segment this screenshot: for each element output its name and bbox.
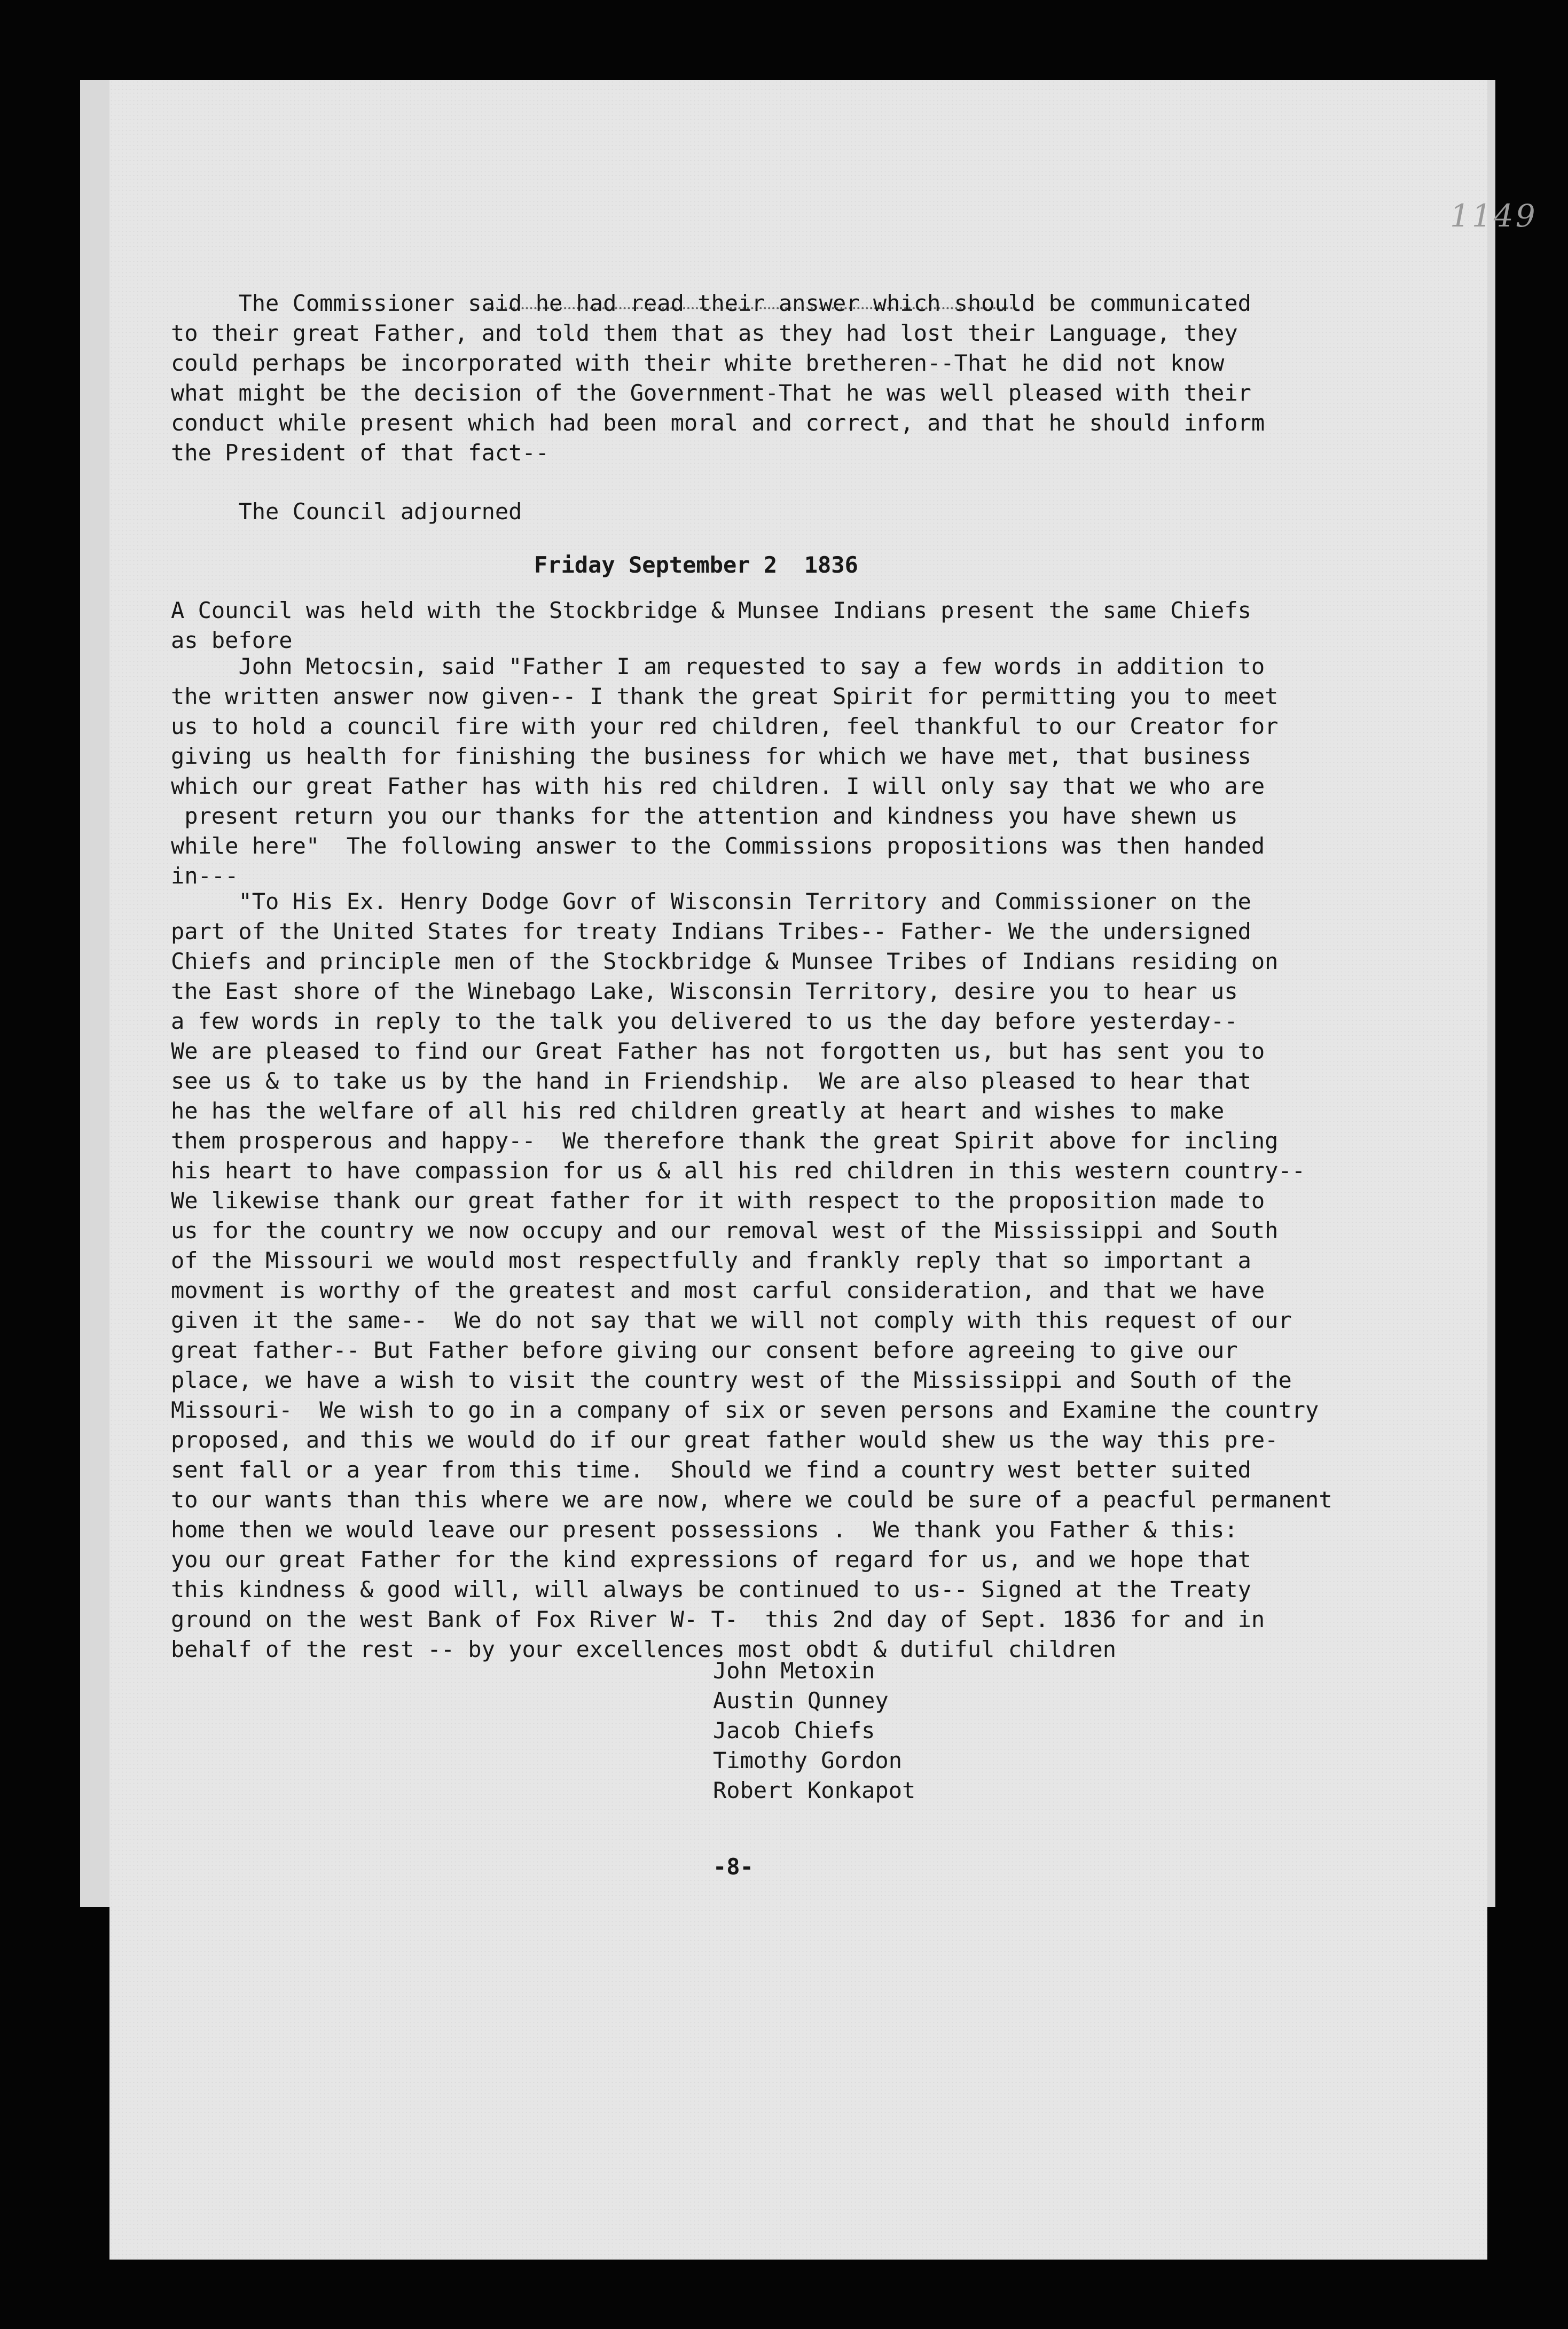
signatory-name: Timothy Gordon: [713, 1747, 903, 1773]
handwritten-page-number: 1149: [1450, 198, 1538, 234]
council-held-paragraph: A Council was held with the Stockbridge & Munsee Indians present the same Chiefs as before: [171, 597, 1251, 653]
footer-page-number: -8-: [713, 1854, 754, 1880]
signatory-name: Robert Konkapot: [713, 1777, 916, 1803]
signatory-list: [713, 1656, 915, 1806]
commissioner-paragraph: The Commissioner said he had read their answer which should be communicated to their great Father, and told them that as they had lost their Language, they could perhaps be incorporated with their white bretheren--That he did not know what might be the decision of the Government-That he was well pleased with their conduct while present which had been moral and correct, and that he should inform the President of that fact--: [171, 290, 1265, 466]
metocsin-speech-paragraph: John Metocsin, said "Father I am requested to say a few words in addition to the written answer now given-- I thank the great Spirit for permitting you to meet us to hold a council fire with your red children, feel thankful to our Creator for giving us health for finishing the business for which we have met, that business which our great Father has with his red children. I will only say that we who are present return you our thanks for the attention and kindness you have shewn us while here" The following answer to the Commissions propositions was then handed in---: [171, 653, 1279, 889]
written-answer-paragraph: "To His Ex. Henry Dodge Govr of Wisconsin Territory and Commissioner on the part of the United States for treaty Indians Tribes-- Father- We the undersigned Chiefs and principle men of the Stockbridge & Munsee Tribes of Indians residing on the East shore of the Winebago Lake, Wisconsin Territory, desire you to hear us a few words in reply to the talk you delivered to us the day before yesterday-- We are pleased to find our Great Father has not forgotten us, but has sent you to see us & to take us by the hand in Friendship. We are also pleased to hear that he has the welfare of all his red children greatly at heart and wishes to make them prosperous and happy-- We therefore thank the great Spirit above for incling his heart to have compassion for us & all his red children in this western country-- We likewise thank our great father for it with respect to the proposition made to us for the country we now occupy and our removal west of the Mississippi and South of the Missouri we would most respectfully and frankly reply that so important a movment is worthy of the greatest and most carful consideration, and that we have given it the same-- We do not say that we will not comply with this request of our great father-- But Father before giving our consent before agreeing to give our place, we have a wish to visit the country west of the Mississippi and South of the Missouri- We wish to go in a company of six or seven persons and Examine the country proposed, and this we would do if our great father would shew us the way this pre- sent fall or a year from this time. Should we find a country west better suited to our wants than this where we are now, where we could be sure of a peacful permanent home then we would leave our present possessions . We thank you Father & this: you our great Father for the kind expressions of regard for us, and we hope that this kindness & good will, will always be continued to us-- Signed at the Treaty ground on the west Bank of Fox River W- T- this 2nd day of Sept. 1836 for and in behalf of the rest -- by your excellences most obdt & dutiful children: [171, 888, 1332, 1662]
signatory-name: Austin Qunney: [713, 1687, 889, 1714]
date-heading: Friday September 2 1836: [534, 552, 858, 578]
signatory-name: Jacob Chiefs: [713, 1717, 875, 1744]
signatory-name: John Metoxin: [713, 1658, 875, 1684]
council-adjourned-line: The Council adjourned: [171, 498, 522, 525]
